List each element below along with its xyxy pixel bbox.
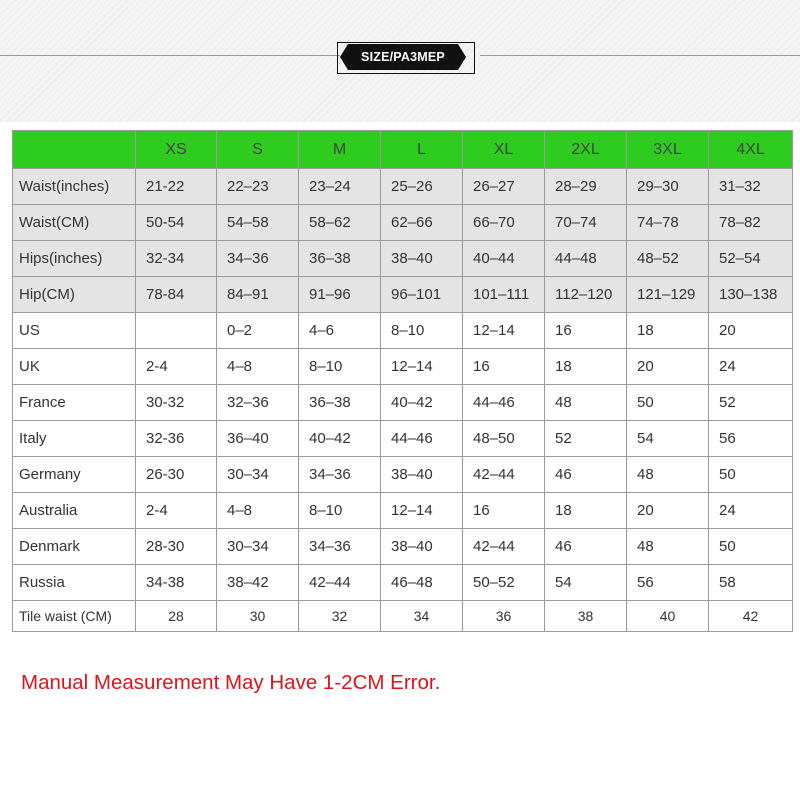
size-header-cell: 4XL bbox=[709, 131, 793, 169]
size-value-cell: 21-22 bbox=[136, 169, 217, 205]
size-value-cell: 48 bbox=[545, 385, 627, 421]
size-value-cell: 42–44 bbox=[463, 529, 545, 565]
size-header-row bbox=[13, 131, 793, 169]
row-label: Waist(CM) bbox=[13, 205, 136, 241]
size-value-cell: 38–40 bbox=[381, 457, 463, 493]
row-label: UK bbox=[13, 349, 136, 385]
size-value-cell: 34-38 bbox=[136, 565, 217, 601]
size-value-cell: 46 bbox=[545, 457, 627, 493]
size-value-cell: 50 bbox=[709, 529, 793, 565]
row-label: Tile waist (CM) bbox=[13, 601, 136, 632]
size-value-cell: 25–26 bbox=[381, 169, 463, 205]
size-value-cell: 12–14 bbox=[381, 493, 463, 529]
size-value-cell: 28–29 bbox=[545, 169, 627, 205]
size-value-cell: 48–50 bbox=[463, 421, 545, 457]
size-value-cell: 16 bbox=[463, 349, 545, 385]
row-label: Italy bbox=[13, 421, 136, 457]
size-value-cell: 44–46 bbox=[381, 421, 463, 457]
size-value-cell: 32-36 bbox=[136, 421, 217, 457]
size-tag: SIZE/PA3MEP bbox=[348, 44, 458, 70]
size-value-cell: 30-32 bbox=[136, 385, 217, 421]
size-value-cell: 58 bbox=[709, 565, 793, 601]
size-value-cell: 56 bbox=[627, 565, 709, 601]
size-value-cell: 2-4 bbox=[136, 493, 217, 529]
size-value-cell: 40–42 bbox=[299, 421, 381, 457]
country-row bbox=[13, 421, 793, 457]
measurement-error-note: Manual Measurement May Have 1-2CM Error. bbox=[21, 671, 441, 694]
size-value-cell: 30–34 bbox=[217, 529, 299, 565]
size-value-cell: 38–40 bbox=[381, 241, 463, 277]
size-value-cell: 29–30 bbox=[627, 169, 709, 205]
size-value-cell: 38 bbox=[545, 601, 627, 632]
size-value-cell: 52–54 bbox=[709, 241, 793, 277]
size-value-cell: 50–52 bbox=[463, 565, 545, 601]
size-header-cell: L bbox=[381, 131, 463, 169]
size-value-cell: 34–36 bbox=[299, 457, 381, 493]
size-value-cell: 58–62 bbox=[299, 205, 381, 241]
size-chart-table bbox=[12, 130, 793, 632]
size-value-cell: 4–8 bbox=[217, 349, 299, 385]
country-row bbox=[13, 313, 793, 349]
size-header-cell: M bbox=[299, 131, 381, 169]
size-value-cell: 4–6 bbox=[299, 313, 381, 349]
size-value-cell: 36–40 bbox=[217, 421, 299, 457]
row-label: Waist(inches) bbox=[13, 169, 136, 205]
size-value-cell: 50 bbox=[627, 385, 709, 421]
size-value-cell: 18 bbox=[627, 313, 709, 349]
row-label: US bbox=[13, 313, 136, 349]
size-value-cell: 20 bbox=[627, 493, 709, 529]
size-value-cell: 18 bbox=[545, 349, 627, 385]
size-header-cell: 3XL bbox=[627, 131, 709, 169]
size-value-cell: 44–46 bbox=[463, 385, 545, 421]
size-value-cell: 54 bbox=[627, 421, 709, 457]
row-label: Germany bbox=[13, 457, 136, 493]
size-value-cell: 28-30 bbox=[136, 529, 217, 565]
size-value-cell: 34–36 bbox=[299, 529, 381, 565]
size-value-cell: 78–82 bbox=[709, 205, 793, 241]
country-row bbox=[13, 565, 793, 601]
banner-divider-right bbox=[480, 55, 800, 56]
row-label: Russia bbox=[13, 565, 136, 601]
size-value-cell: 24 bbox=[709, 349, 793, 385]
measurement-row bbox=[13, 205, 793, 241]
size-value-cell: 12–14 bbox=[381, 349, 463, 385]
size-value-cell: 52 bbox=[709, 385, 793, 421]
size-value-cell: 18 bbox=[545, 493, 627, 529]
size-value-cell: 38–42 bbox=[217, 565, 299, 601]
size-value-cell: 20 bbox=[709, 313, 793, 349]
size-value-cell: 66–70 bbox=[463, 205, 545, 241]
row-label: Australia bbox=[13, 493, 136, 529]
size-value-cell: 38–40 bbox=[381, 529, 463, 565]
size-value-cell: 2-4 bbox=[136, 349, 217, 385]
row-label: Hip(CM) bbox=[13, 277, 136, 313]
size-value-cell: 54–58 bbox=[217, 205, 299, 241]
size-value-cell: 22–23 bbox=[217, 169, 299, 205]
size-value-cell: 32–36 bbox=[217, 385, 299, 421]
size-value-cell: 24 bbox=[709, 493, 793, 529]
size-value-cell: 26–27 bbox=[463, 169, 545, 205]
size-value-cell: 74–78 bbox=[627, 205, 709, 241]
size-value-cell: 16 bbox=[545, 313, 627, 349]
banner-divider-left bbox=[0, 55, 340, 56]
size-value-cell bbox=[136, 313, 217, 349]
size-value-cell: 8–10 bbox=[381, 313, 463, 349]
size-header-cell: S bbox=[217, 131, 299, 169]
size-value-cell: 32-34 bbox=[136, 241, 217, 277]
size-value-cell: 91–96 bbox=[299, 277, 381, 313]
size-value-cell: 36–38 bbox=[299, 241, 381, 277]
size-value-cell: 101–111 bbox=[463, 277, 545, 313]
size-value-cell: 78-84 bbox=[136, 277, 217, 313]
country-row bbox=[13, 529, 793, 565]
row-label: France bbox=[13, 385, 136, 421]
measurement-row bbox=[13, 169, 793, 205]
size-value-cell: 40–42 bbox=[381, 385, 463, 421]
country-row bbox=[13, 349, 793, 385]
size-value-cell: 84–91 bbox=[217, 277, 299, 313]
size-value-cell: 70–74 bbox=[545, 205, 627, 241]
country-row bbox=[13, 457, 793, 493]
size-value-cell: 28 bbox=[136, 601, 217, 632]
size-value-cell: 36 bbox=[463, 601, 545, 632]
header-corner-cell bbox=[13, 131, 136, 169]
size-value-cell: 121–129 bbox=[627, 277, 709, 313]
size-header-cell: XL bbox=[463, 131, 545, 169]
size-value-cell: 46 bbox=[545, 529, 627, 565]
size-value-cell: 62–66 bbox=[381, 205, 463, 241]
size-value-cell: 26-30 bbox=[136, 457, 217, 493]
size-value-cell: 54 bbox=[545, 565, 627, 601]
size-header-cell: XS bbox=[136, 131, 217, 169]
size-value-cell: 52 bbox=[545, 421, 627, 457]
size-value-cell: 32 bbox=[299, 601, 381, 632]
size-value-cell: 40 bbox=[627, 601, 709, 632]
size-value-cell: 34 bbox=[381, 601, 463, 632]
size-value-cell: 34–36 bbox=[217, 241, 299, 277]
country-row bbox=[13, 493, 793, 529]
row-label: Hips(inches) bbox=[13, 241, 136, 277]
country-row bbox=[13, 601, 793, 632]
size-value-cell: 40–44 bbox=[463, 241, 545, 277]
size-value-cell: 8–10 bbox=[299, 349, 381, 385]
size-value-cell: 20 bbox=[627, 349, 709, 385]
size-value-cell: 48–52 bbox=[627, 241, 709, 277]
size-header-cell: 2XL bbox=[545, 131, 627, 169]
size-value-cell: 30–34 bbox=[217, 457, 299, 493]
size-value-cell: 46–48 bbox=[381, 565, 463, 601]
country-row bbox=[13, 385, 793, 421]
row-label: Denmark bbox=[13, 529, 136, 565]
size-value-cell: 50 bbox=[709, 457, 793, 493]
size-value-cell: 48 bbox=[627, 457, 709, 493]
size-value-cell: 50-54 bbox=[136, 205, 217, 241]
size-value-cell: 23–24 bbox=[299, 169, 381, 205]
size-value-cell: 42 bbox=[709, 601, 793, 632]
size-value-cell: 42–44 bbox=[463, 457, 545, 493]
size-value-cell: 4–8 bbox=[217, 493, 299, 529]
size-value-cell: 8–10 bbox=[299, 493, 381, 529]
size-value-cell: 0–2 bbox=[217, 313, 299, 349]
size-value-cell: 42–44 bbox=[299, 565, 381, 601]
size-value-cell: 30 bbox=[217, 601, 299, 632]
size-value-cell: 31–32 bbox=[709, 169, 793, 205]
size-value-cell: 12–14 bbox=[463, 313, 545, 349]
measurement-row bbox=[13, 241, 793, 277]
size-value-cell: 112–120 bbox=[545, 277, 627, 313]
measurement-row bbox=[13, 277, 793, 313]
size-value-cell: 96–101 bbox=[381, 277, 463, 313]
size-value-cell: 44–48 bbox=[545, 241, 627, 277]
size-value-cell: 130–138 bbox=[709, 277, 793, 313]
header-banner bbox=[0, 0, 800, 122]
size-value-cell: 36–38 bbox=[299, 385, 381, 421]
size-value-cell: 48 bbox=[627, 529, 709, 565]
size-value-cell: 56 bbox=[709, 421, 793, 457]
size-value-cell: 16 bbox=[463, 493, 545, 529]
